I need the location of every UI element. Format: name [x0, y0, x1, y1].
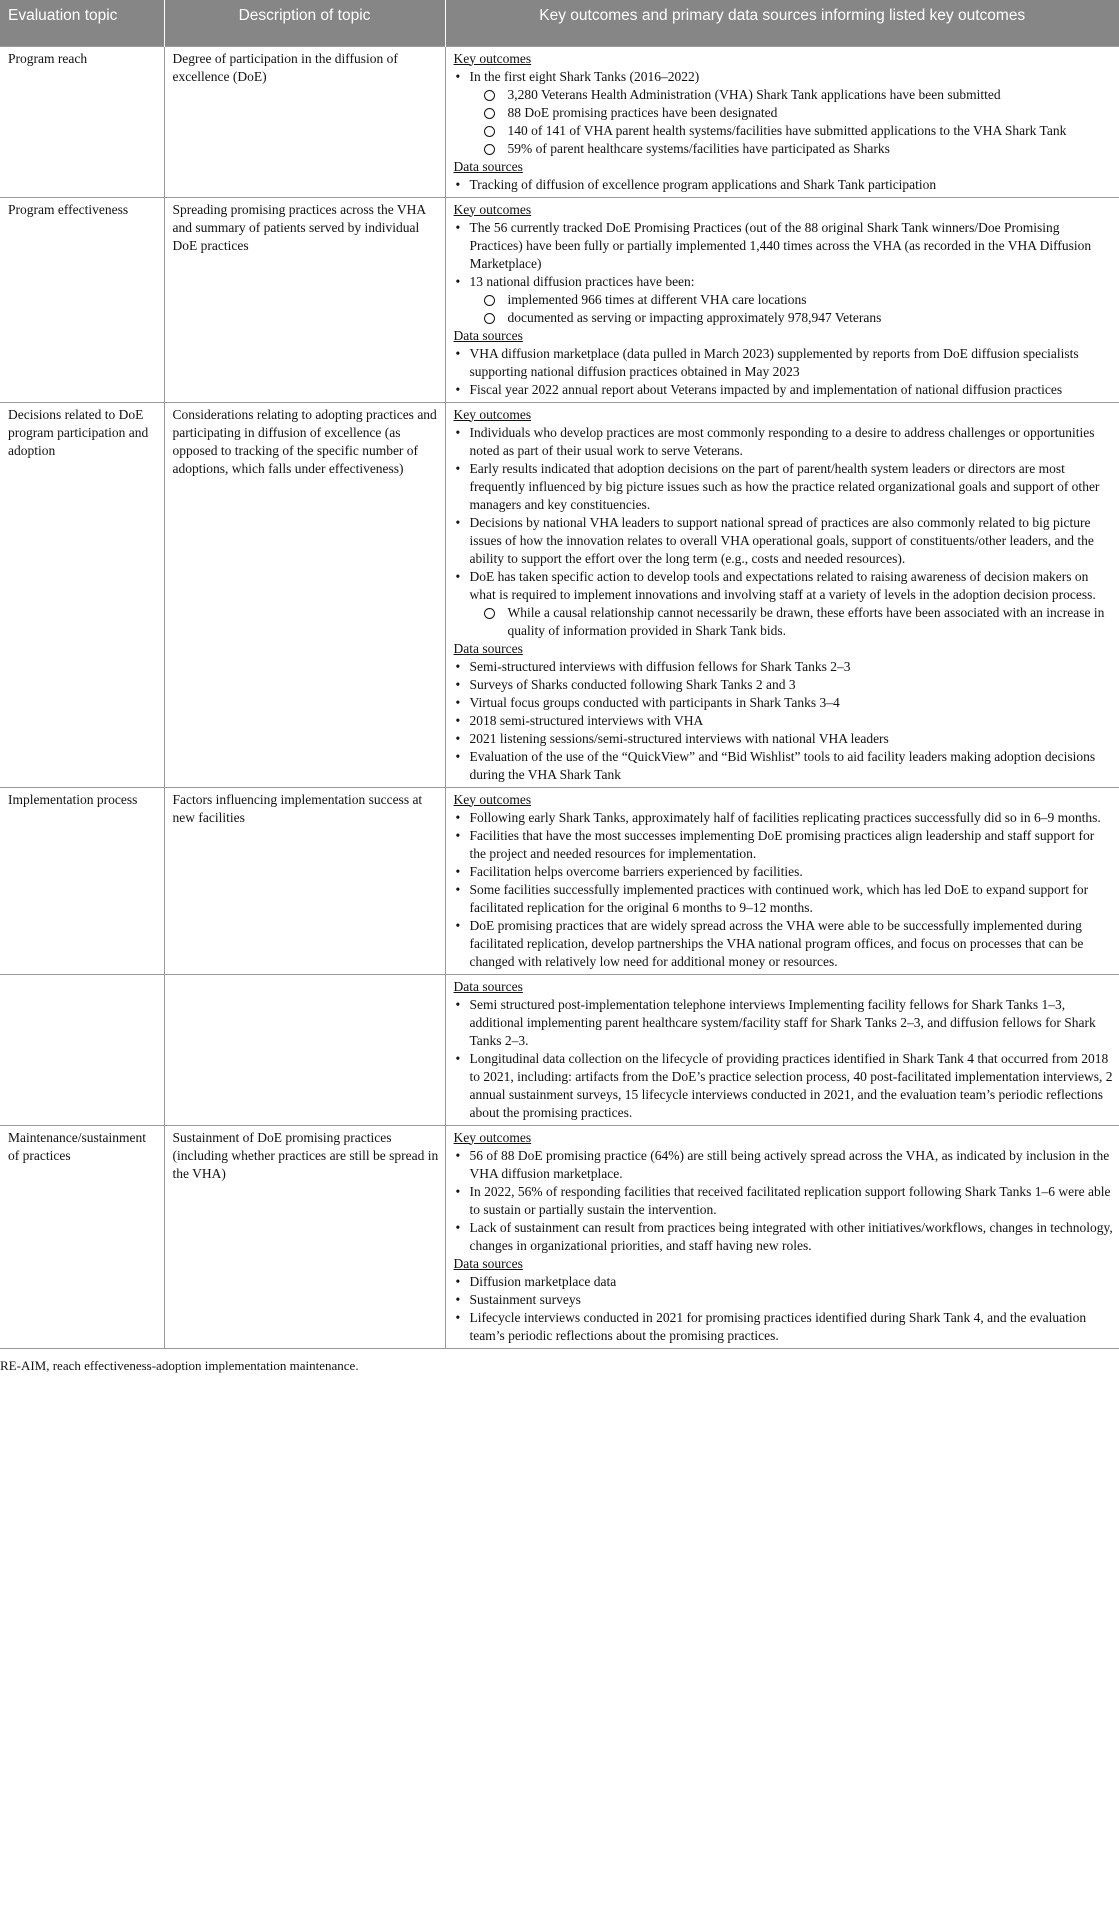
section-label: Data sources — [453, 1255, 523, 1271]
list-item-text: Early results indicated that adoption decisions on the part of parent/health system leaders or directors are most frequently influenced by big picture issues such as how the practice related organizational goals and support of other managers and key constituencies. — [469, 460, 1100, 512]
list-item-text: The 56 currently tracked DoE Promising Practices (out of the 88 original Shark Tank winners/Doe Promising Practices) have been fully or partially implemented 1,440 times across the VHA (as recorded in the VHA Diffusion Marketplace) — [469, 219, 1092, 271]
bullet-list — [454, 219, 1114, 327]
list-item-text: Semi-structured interviews with diffusion fellows for Shark Tanks 2–3 — [469, 658, 851, 674]
list-item-text: Surveys of Sharks conducted following Shark Tanks 2 and 3 — [469, 676, 796, 692]
list-item — [454, 676, 1114, 694]
list-item-text: Individuals who develop practices are most commonly responding to a desire to address challenges or opportunities noted as part of their usual work to serve Veterans. — [469, 424, 1095, 458]
list-item — [454, 345, 1114, 381]
list-item-text: Evaluation of the use of the “QuickView” and “Bid Wishlist” tools to aid facility leaders making adoption decisions during the VHA Shark Tank — [469, 748, 1096, 782]
cell-evaluation-topic — [0, 974, 164, 1125]
section-label: Data sources — [453, 327, 523, 343]
list-item — [454, 694, 1114, 712]
cell-outcomes — [445, 46, 1119, 197]
sub-list-item: 88 DoE promising practices have been designated — [470, 104, 1114, 122]
list-item-text: DoE has taken specific action to develop tools and expectations related to raising awareness of decision makers on what is required to implement innovations and involving staff at a variety of levels in the adoption decision process. — [469, 568, 1096, 602]
sub-bullet-list — [470, 86, 1114, 158]
cell-outcomes — [445, 787, 1119, 974]
list-item-text: VHA diffusion marketplace (data pulled in March 2023) supplemented by reports from DoE diffusion specialists supporting national diffusion practices obtained in May 2023 — [469, 345, 1079, 379]
sub-list-item: 140 of 141 of VHA parent health systems/facilities have submitted applications to the VHA Shark Tank — [470, 122, 1114, 140]
sub-list-item: 3,280 Veterans Health Administration (VHA) Shark Tank applications have been submitted — [470, 86, 1114, 104]
list-item-text: In 2022, 56% of responding facilities that received facilitated replication support following Shark Tanks 1–6 were able to sustain or partially sustain the intervention. — [469, 1183, 1111, 1217]
section-label: Key outcomes — [453, 1129, 532, 1145]
sub-list-item: implemented 966 times at different VHA care locations — [470, 291, 1114, 309]
cell-outcomes — [445, 974, 1119, 1125]
list-item-text: Semi structured post-implementation telephone interviews Implementing facility fellows for Shark Tanks 1–3, additional implementing parent healthcare system/facility staff for Shark Tanks 2–3, and diffusion fellows for Shark Tanks 2–3. — [469, 996, 1096, 1048]
list-item — [454, 460, 1114, 514]
list-item-text: Decisions by national VHA leaders to support national spread of practices are also commonly related to big picture issues of how the innovation relates to overall VHA operational goals, support of constituents/other leaders, and the ability to support the effort over the long term (e.g., costs and needed resources). — [469, 514, 1094, 566]
table-row — [0, 1125, 1119, 1348]
list-item — [454, 881, 1114, 917]
list-item — [454, 219, 1114, 273]
list-item — [454, 1309, 1114, 1345]
cell-evaluation-topic: Implementation process — [0, 787, 164, 974]
list-item — [454, 863, 1114, 881]
list-item-text: Some facilities successfully implemented practices with continued work, which has led DoE to expand support for facilitated replication for the original 6 months to 9–12 months. — [469, 881, 1089, 915]
list-item — [454, 176, 1114, 194]
list-item-text: DoE promising practices that are widely spread across the VHA were able to be successfully implemented during facilitated replication, develop partnerships the VHA national program offices, and focus on processes that can be changed with relatively low need for additional money or resources. — [469, 917, 1084, 969]
cell-outcomes — [445, 402, 1119, 787]
bullet-list — [454, 996, 1114, 1122]
list-item — [454, 68, 1114, 158]
section-label: Key outcomes — [453, 791, 532, 807]
section-label: Data sources — [453, 640, 523, 656]
list-item — [454, 1291, 1114, 1309]
cell-description — [164, 974, 445, 1125]
sub-bullet-list — [470, 604, 1114, 640]
header-description: Description of topic — [164, 0, 445, 46]
list-item — [454, 424, 1114, 460]
bullet-list — [454, 68, 1114, 158]
cell-description: Spreading promising practices across the VHA and summary of patients served by individual DoE practices — [164, 197, 445, 402]
list-item — [454, 1273, 1114, 1291]
list-item — [454, 827, 1114, 863]
cell-outcomes — [445, 1125, 1119, 1348]
list-item-text: 2021 listening sessions/semi-structured interviews with national VHA leaders — [469, 730, 889, 746]
bullet-list — [454, 809, 1114, 971]
cell-evaluation-topic: Program effectiveness — [0, 197, 164, 402]
cell-description: Sustainment of DoE promising practices (including whether practices are still be spread in the VHA) — [164, 1125, 445, 1348]
list-item — [454, 568, 1114, 640]
bullet-list — [454, 658, 1114, 784]
list-item — [454, 1050, 1114, 1122]
sub-bullet-list — [470, 291, 1114, 327]
cell-evaluation-topic: Program reach — [0, 46, 164, 197]
sub-list-item: documented as serving or impacting approximately 978,947 Veterans — [470, 309, 1114, 327]
list-item — [454, 514, 1114, 568]
table-row — [0, 974, 1119, 1125]
list-item-text: Lack of sustainment can result from practices being integrated with other initiatives/workflows, changes in technology, changes in organizational priorities, and staff having new roles. — [469, 1219, 1113, 1253]
list-item-text: Following early Shark Tanks, approximately half of facilities replicating practices successfully did so in 6–9 months. — [469, 809, 1101, 825]
table-body — [0, 46, 1119, 1348]
section-label: Data sources — [453, 978, 523, 994]
list-item-text: Fiscal year 2022 annual report about Veterans impacted by and implementation of national diffusion practices — [469, 381, 1063, 397]
list-item-text: Tracking of diffusion of excellence program applications and Shark Tank participation — [469, 176, 937, 192]
list-item — [454, 996, 1114, 1050]
section-label: Data sources — [453, 158, 523, 174]
list-item — [454, 809, 1114, 827]
cell-description: Degree of participation in the diffusion of excellence (DoE) — [164, 46, 445, 197]
list-item — [454, 381, 1114, 399]
list-item-text: In the first eight Shark Tanks (2016–2022) — [469, 68, 700, 84]
list-item — [454, 1219, 1114, 1255]
sub-list-item: 59% of parent healthcare systems/facilities have participated as Sharks — [470, 140, 1114, 158]
bullet-list — [454, 424, 1114, 640]
sub-list-item: While a causal relationship cannot necessarily be drawn, these efforts have been associated with an increase in quality of information provided in Shark Tank bids. — [470, 604, 1114, 640]
header-evaluation-topic: Evaluation topic — [0, 0, 164, 46]
list-item-text: Sustainment surveys — [469, 1291, 581, 1307]
section-label: Key outcomes — [453, 50, 532, 66]
list-item — [454, 748, 1114, 784]
list-item — [454, 917, 1114, 971]
table-footnote: RE-AIM, reach effectiveness-adoption implementation maintenance. — [0, 1357, 359, 1373]
list-item-text: Diffusion marketplace data — [469, 1273, 617, 1289]
bullet-list — [454, 345, 1114, 399]
bullet-list — [454, 1273, 1114, 1345]
cell-description: Considerations relating to adopting practices and participating in diffusion of excellence (as opposed to tracking of the specific number of adoptions, which falls under effectiveness) — [164, 402, 445, 787]
list-item-text: Virtual focus groups conducted with participants in Shark Tanks 3–4 — [469, 694, 840, 710]
table-header-row — [0, 0, 1119, 46]
list-item-text: 13 national diffusion practices have been: — [469, 273, 695, 289]
list-item-text: Longitudinal data collection on the lifecycle of providing practices identified in Shark Tank 4 that occurred from 2018 to 2021, including: artifacts from the DoE’s practice selection process, 40 post-facilitated implementation interviews, 2 annual sustainment surveys, 15 lifecycle interviews conducted in 2021, and the evaluation team’s periodic reflections about the promising practices. — [469, 1050, 1113, 1120]
cell-evaluation-topic: Maintenance/sustainment of practices — [0, 1125, 164, 1348]
list-item — [454, 273, 1114, 327]
header-key-outcomes: Key outcomes and primary data sources informing listed key outcomes — [445, 0, 1119, 46]
section-label: Key outcomes — [453, 201, 532, 217]
list-item-text: 56 of 88 DoE promising practice (64%) are still being actively spread across the VHA, as indicated by inclusion in the VHA diffusion marketplace. — [469, 1147, 1110, 1181]
table-row — [0, 197, 1119, 402]
list-item-text: 2018 semi-structured interviews with VHA — [469, 712, 704, 728]
bullet-list — [454, 176, 1114, 194]
section-label: Key outcomes — [453, 406, 532, 422]
table-row — [0, 787, 1119, 974]
list-item-text: Facilitation helps overcome barriers experienced by facilities. — [469, 863, 803, 879]
list-item — [454, 658, 1114, 676]
list-item-text: Lifecycle interviews conducted in 2021 for promising practices identified during Shark Tank 4, and the evaluation team’s periodic reflections about the promising practices. — [469, 1309, 1087, 1343]
list-item — [454, 1183, 1114, 1219]
list-item-text: Facilities that have the most successes implementing DoE promising practices align leadership and staff support for the project and needed resources for implementation. — [469, 827, 1095, 861]
cell-description: Factors influencing implementation success at new facilities — [164, 787, 445, 974]
table-row — [0, 46, 1119, 197]
cell-outcomes — [445, 197, 1119, 402]
table-row — [0, 402, 1119, 787]
list-item — [454, 712, 1114, 730]
cell-evaluation-topic: Decisions related to DoE program participation and adoption — [0, 402, 164, 787]
list-item — [454, 1147, 1114, 1183]
list-item — [454, 730, 1114, 748]
bullet-list — [454, 1147, 1114, 1255]
